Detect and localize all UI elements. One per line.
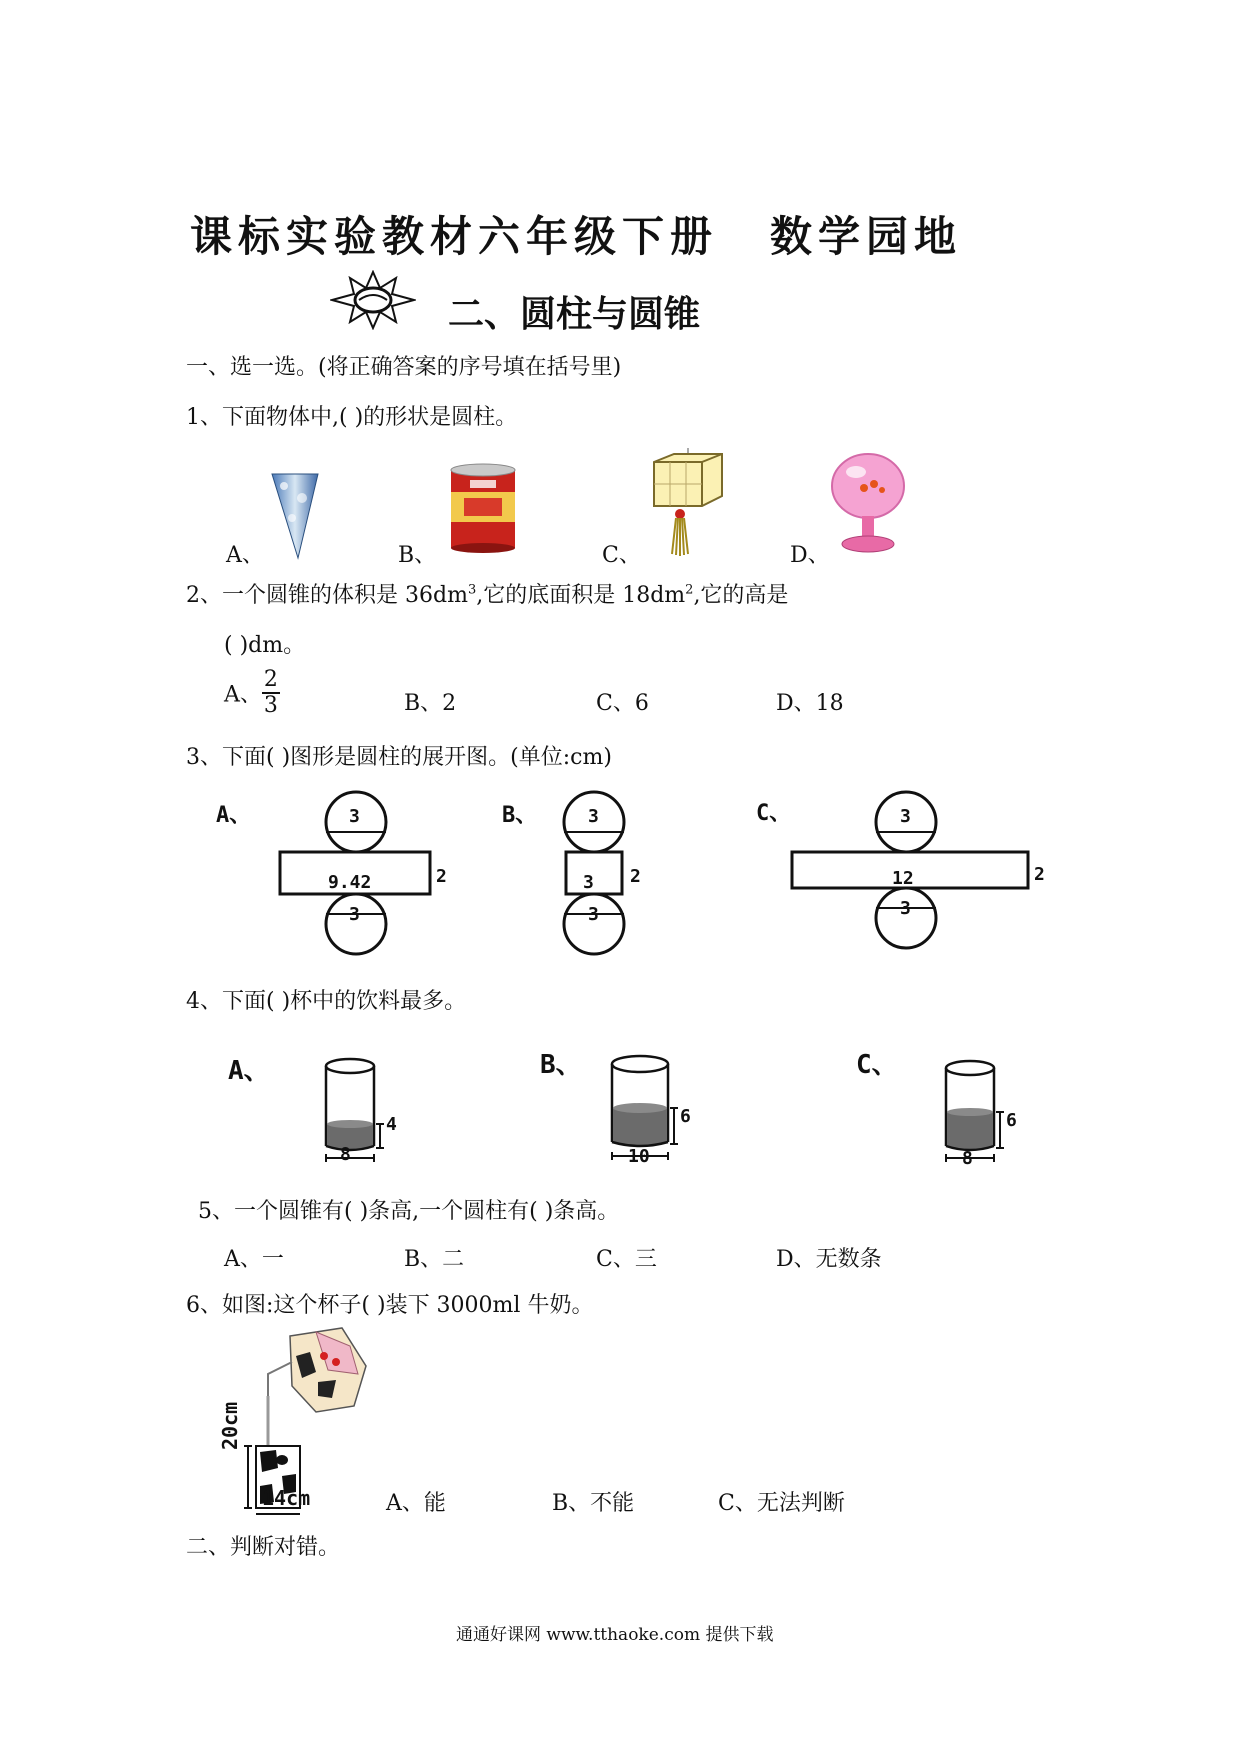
q3-a-circle-bottom: 3 bbox=[349, 904, 360, 925]
q3-option-a-label: A、 bbox=[216, 803, 252, 828]
q4-option-b-label: B、 bbox=[540, 1050, 582, 1080]
q6-option-c: C、无法判断 bbox=[718, 1491, 845, 1516]
q3-b-height: 2 bbox=[630, 866, 641, 887]
fraction-numerator: 2 bbox=[263, 667, 278, 692]
q6-option-a: A、能 bbox=[386, 1491, 446, 1516]
q2-option-d: D、18 bbox=[776, 691, 844, 716]
q4-b-height: 6 bbox=[680, 1106, 691, 1127]
q3-b-circle-bottom: 3 bbox=[588, 904, 599, 925]
q2-sup-2: 2 bbox=[685, 582, 694, 598]
q4-c-height: 6 bbox=[1006, 1110, 1017, 1131]
question-3: 3、下面( )图形是圆柱的展开图。(单位:cm) bbox=[186, 745, 612, 770]
q4-a-width: 8 bbox=[340, 1144, 351, 1165]
page-title-right: 数学园地 bbox=[770, 212, 963, 261]
q6-cup-width: 14cm bbox=[262, 1486, 311, 1510]
q2-option-a bbox=[224, 668, 280, 718]
question-2-line-2: ( )dm。 bbox=[224, 633, 306, 658]
q3-a-height: 2 bbox=[436, 866, 447, 887]
q2-sup-1: 3 bbox=[467, 582, 477, 598]
q3-c-circle-top: 3 bbox=[900, 806, 911, 827]
q6-cup-height: 20cm bbox=[218, 1401, 242, 1450]
q2-text-a: 2、一个圆锥的体积是 36dm bbox=[186, 583, 468, 608]
page-title: 课标实验教材六年级下册 bbox=[190, 212, 719, 261]
q1-option-b: B、 bbox=[398, 543, 437, 568]
q2-option-c: C、6 bbox=[596, 691, 649, 716]
can-image bbox=[448, 462, 518, 554]
q3-option-c-label: C、 bbox=[756, 801, 792, 826]
fraction-denominator: 3 bbox=[263, 693, 278, 718]
q4-option-a-label: A、 bbox=[228, 1056, 270, 1086]
q5-option-b: B、二 bbox=[404, 1247, 465, 1272]
q3-c-rect-length: 12 bbox=[892, 868, 914, 889]
q1-option-a: A、 bbox=[226, 543, 264, 568]
question-1: 1、下面物体中,( )的形状是圆柱。 bbox=[186, 405, 518, 430]
question-4: 4、下面( )杯中的饮料最多。 bbox=[186, 989, 467, 1014]
q4-c-width: 8 bbox=[962, 1148, 973, 1169]
question-5: 5、一个圆锥有( )条高,一个圆柱有( )条高。 bbox=[198, 1199, 620, 1224]
lantern-image bbox=[648, 448, 728, 558]
q4-cup-b bbox=[606, 1052, 706, 1164]
q4-b-width: 10 bbox=[628, 1146, 650, 1167]
q1-option-d: D、 bbox=[790, 543, 830, 568]
question-6: 6、如图:这个杯子( )装下 3000ml 牛奶。 bbox=[186, 1293, 594, 1318]
cone-image bbox=[270, 470, 320, 560]
page-footer: 通通好课网 www.tthaoke.com 提供下载 bbox=[456, 1625, 774, 1645]
q2-text-c: ,它的高是 bbox=[693, 583, 789, 608]
q3-net-b bbox=[556, 790, 656, 960]
q3-b-rect-length: 3 bbox=[583, 872, 594, 893]
q1-option-c: C、 bbox=[602, 543, 641, 568]
q6-option-b: B、不能 bbox=[552, 1491, 635, 1516]
lamp-image bbox=[828, 452, 908, 556]
section-heading: 一、选一选。(将正确答案的序号填在括号里) bbox=[186, 355, 622, 380]
q5-option-a: A、一 bbox=[224, 1247, 284, 1272]
q3-c-circle-bottom: 3 bbox=[900, 898, 911, 919]
q4-cup-a bbox=[320, 1056, 410, 1166]
q3-c-height: 2 bbox=[1034, 864, 1045, 885]
q2-text-b: ,它的底面积是 18dm bbox=[476, 583, 686, 608]
question-2 bbox=[186, 578, 788, 609]
q2-option-a-fraction bbox=[262, 668, 280, 718]
q3-a-circle-top: 3 bbox=[349, 806, 360, 827]
q5-option-d: D、无数条 bbox=[776, 1247, 882, 1272]
q5-option-c: C、三 bbox=[596, 1247, 657, 1272]
q3-a-rect-length: 9.42 bbox=[328, 872, 372, 893]
q3-b-circle-top: 3 bbox=[588, 806, 599, 827]
q3-option-b-label: B、 bbox=[502, 803, 538, 828]
q2-option-b: B、2 bbox=[404, 691, 457, 716]
q4-a-height: 4 bbox=[386, 1114, 397, 1135]
q4-option-c-label: C、 bbox=[856, 1050, 898, 1080]
sun-icon bbox=[330, 270, 416, 330]
page-subtitle: 二、圆柱与圆锥 bbox=[448, 294, 701, 335]
section-heading-2: 二、判断对错。 bbox=[186, 1535, 341, 1560]
q2-option-a-label: A、 bbox=[224, 682, 262, 708]
